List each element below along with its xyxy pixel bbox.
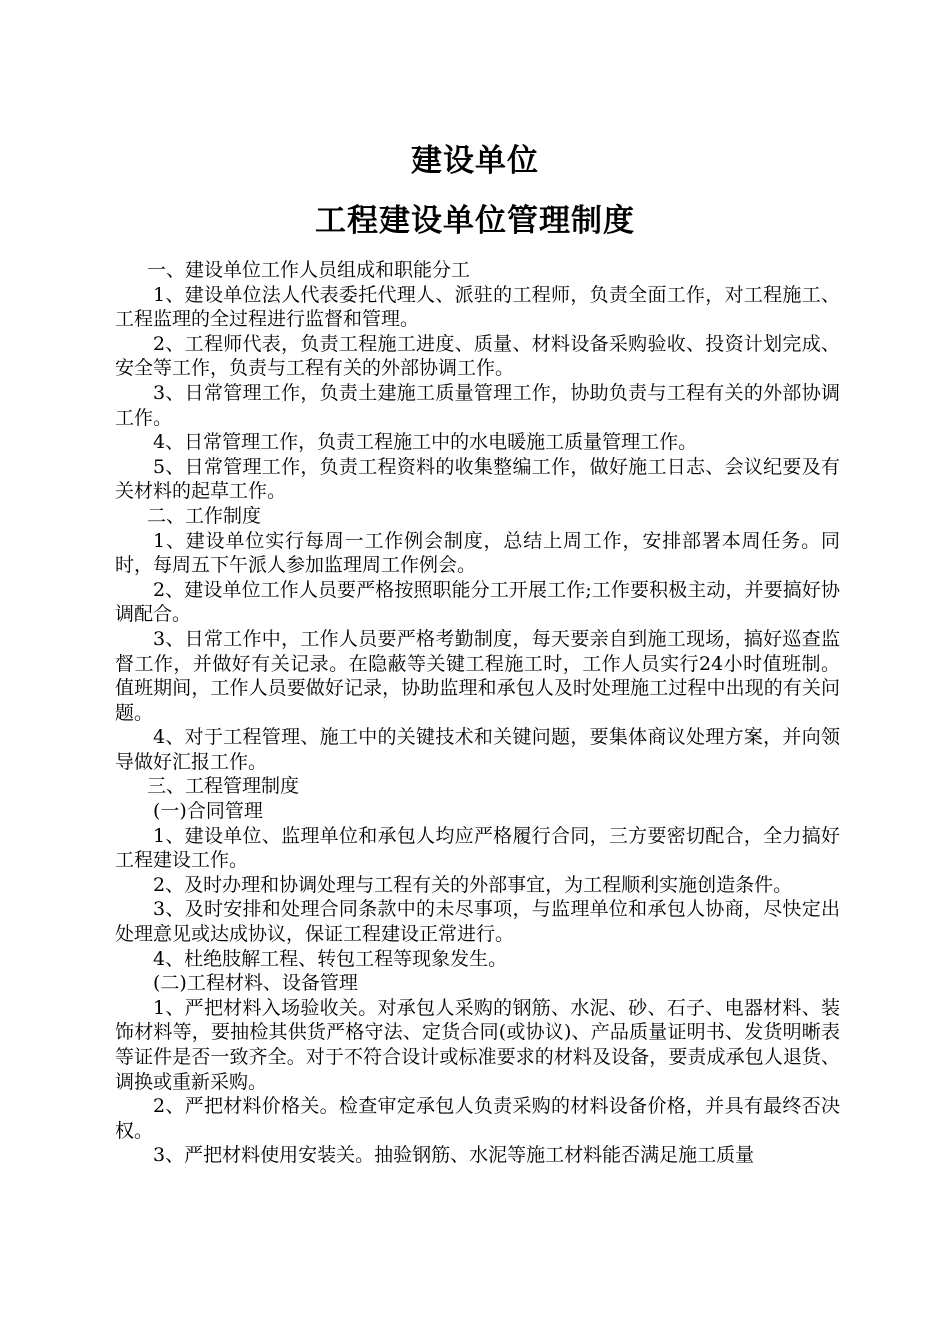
- paragraph: 1、严把材料入场验收关。对承包人采购的钢筋、水泥、砂、石子、电器材料、装饰材料等，要抽检其供货严格守法、定货合同(或协议)、产品质量证明书、发货明晰表等证件是否一致齐全。对于不符合设计或标准要求的材料及设备，要责成承包人退货、调换或重新采购。: [115, 996, 840, 1093]
- section-heading-3: 三、工程管理制度: [147, 775, 300, 798]
- document-title-sub: 工程建设单位管理制度: [315, 203, 635, 239]
- paragraph: 1、建设单位、监理单位和承包人均应严格履行合同，三方要密切配合，全力搞好工程建设工作。: [115, 824, 840, 872]
- paragraph: 3、严把材料使用安装关。抽验钢筋、水泥等施工材料能否满足施工质量: [153, 1144, 755, 1167]
- document-body: [115, 258, 840, 1168]
- section-heading-2: 二、工作制度: [147, 504, 262, 527]
- paragraph: 5、日常管理工作，负责工程资料的收集整编工作，做好施工日志、会议纪要及有关材料的起草工作。: [115, 455, 840, 503]
- paragraph: 3、日常工作中，工作人员要严格考勤制度，每天要亲自到施工现场，搞好巡查监督工作，并做好有关记录。在隐蔽等关键工程施工时，工作人员实行24小时值班制。值班期间，工作人员要做好记录，协助监理和承包人及时处理施工过程中出现的有关问题。: [115, 627, 840, 724]
- paragraph: 4、杜绝肢解工程、转包工程等现象发生。: [153, 947, 508, 970]
- paragraph: 2、工程师代表，负责工程施工进度、质量、材料设备采购验收、投资计划完成、安全等工作，负责与工程有关的外部协调工作。: [115, 332, 840, 380]
- paragraph: 4、日常管理工作，负责工程施工中的水电暖施工质量管理工作。: [153, 431, 698, 454]
- section-heading-1: 一、建设单位工作人员组成和职能分工: [147, 259, 471, 281]
- paragraph: 1、建设单位实行每周一工作例会制度，总结上周工作，安排部署本周任务。同时，每周五下午派人参加监理周工作例会。: [115, 529, 840, 577]
- paragraph: 4、对于工程管理、施工中的关键技术和关键问题，要集体商议处理方案，并向领导做好汇报工作。: [115, 726, 840, 773]
- paragraph: 2、严把材料价格关。检查审定承包人负责采购的材料设备价格，并具有最终否决权。: [115, 1095, 840, 1142]
- paragraph: 2、及时办理和协调处理与工程有关的外部事宜，为工程顺利实施创造条件。: [153, 873, 793, 896]
- paragraph: 3、日常管理工作，负责土建施工质量管理工作，协助负责与工程有关的外部协调工作。: [115, 381, 840, 429]
- paragraph: 1、建设单位法人代表委托代理人、派驻的工程师，负责全面工作，对工程施工、工程监理的全过程进行监督和管理。: [115, 283, 840, 331]
- subsection-heading: (二)工程材料、设备管理: [153, 972, 358, 995]
- paragraph: 2、建设单位工作人员要严格按照职能分工开展工作;工作要积极主动，并要搞好协调配合。: [115, 578, 840, 626]
- paragraph: 3、及时安排和处理合同条款中的未尽事项，与监理单位和承包人协商，尽快定出处理意见或达成协议，保证工程建设正常进行。: [115, 898, 840, 946]
- subsection-heading: (一)合同管理: [153, 800, 263, 823]
- document-title-main: 建设单位: [411, 143, 539, 179]
